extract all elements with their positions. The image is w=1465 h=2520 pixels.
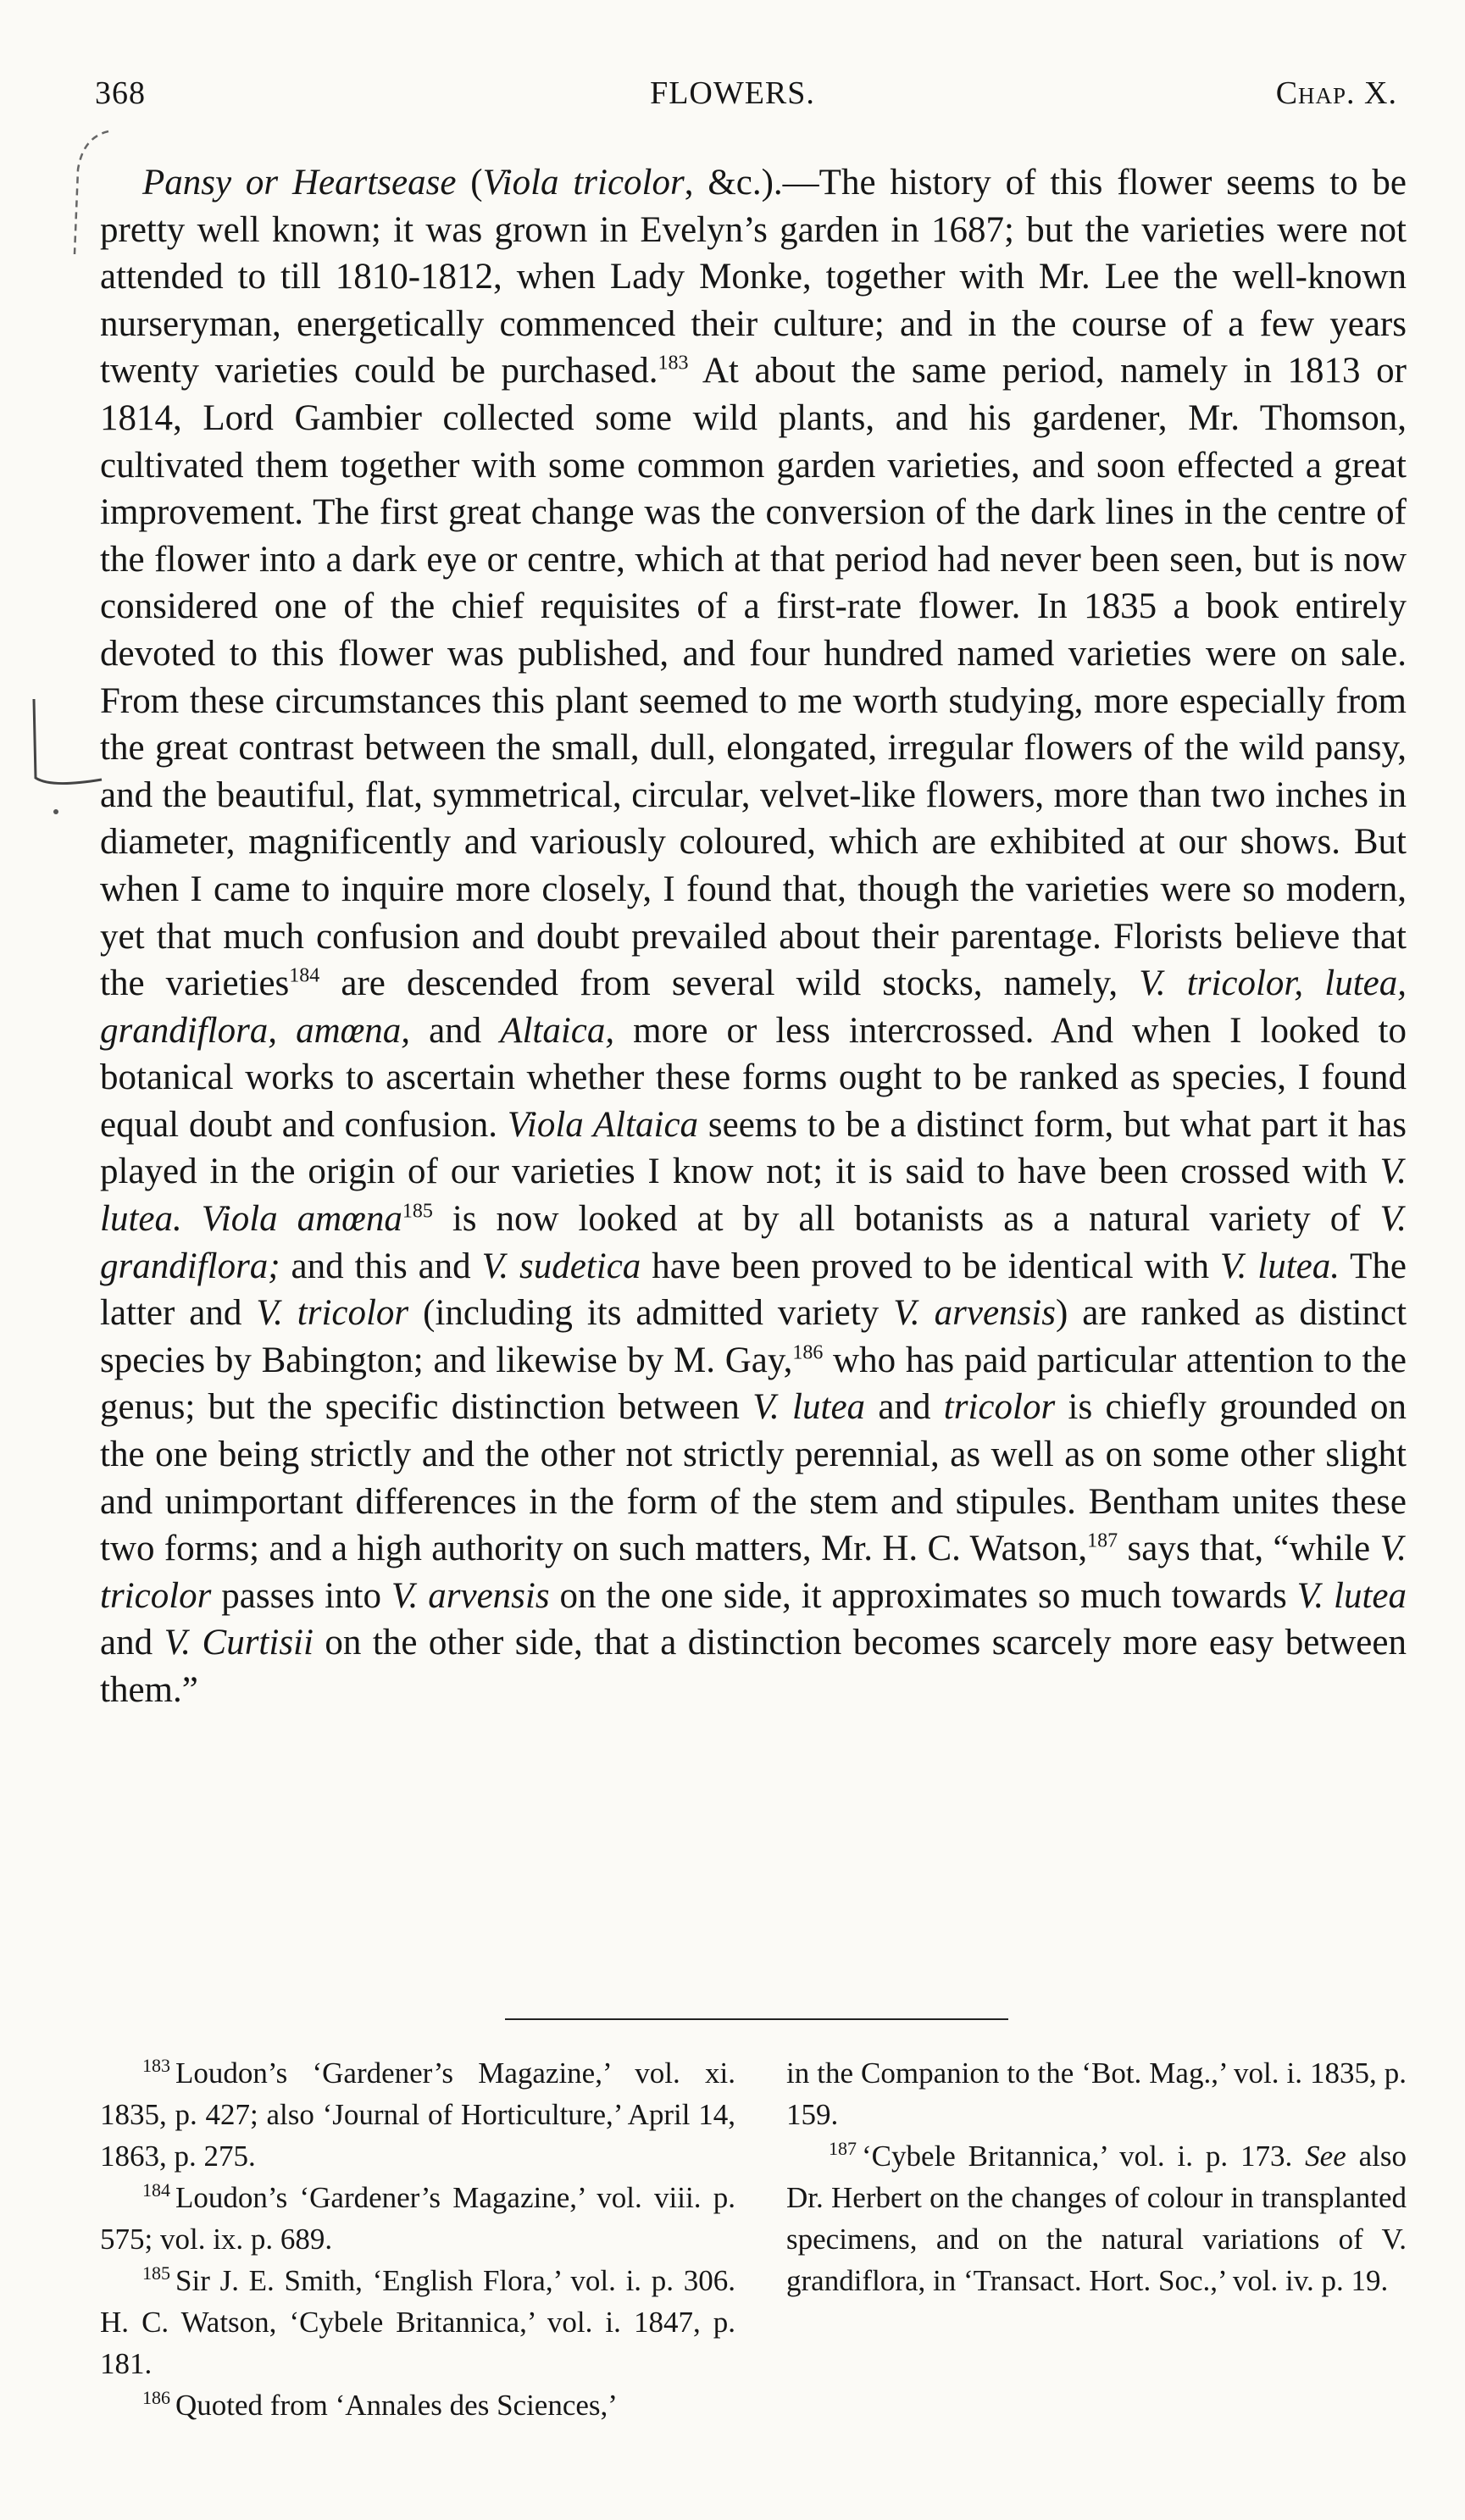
- footnote-185: $^{185}$ Sir J. E. Smith, ‘English Flora,’ vol. i. p. 306. H. C. Watson, ‘Cybele Britannica,’ vol. i. 1847, p. 181.: [100, 2262, 735, 2380]
- footnote-184: $^{184}$ Loudon’s ‘Gardener’s Magazine,’ vol. viii. p. 575; vol. ix. p. 689.: [100, 2179, 735, 2256]
- footnote-ref-187[interactable]: 187: [1087, 1529, 1118, 1552]
- footnote-ref-186[interactable]: 186: [792, 1341, 824, 1364]
- pencil-dot: [53, 809, 58, 814]
- footnote-186-continued: in the Companion to the ‘Bot. Mag.,’ vol. i. 1835, p. 159.: [786, 2057, 1407, 2131]
- page-number: 368: [95, 75, 146, 111]
- footnote-ref-183[interactable]: 183: [658, 352, 689, 375]
- footnote-ref-185[interactable]: 185: [402, 1200, 433, 1223]
- footnote-183: $^{183}$ Loudon’s ‘Gardener’s Magazine,’ vol. xi. 1835, p. 427; also ‘Journal of Horticulture,’ April 14, 1863, p. 275.: [100, 2055, 735, 2173]
- footnotes-left-column: [100, 2052, 735, 2426]
- footnote-ref-184[interactable]: 184: [289, 964, 320, 987]
- running-title: FLOWERS.: [650, 75, 815, 111]
- chapter-label: Chap. X.: [1275, 75, 1397, 111]
- footnote-187: $^{187}$ ‘Cybele Britannica,’ vol. i. p. 173. See also Dr. Herbert on the changes of colour in transplanted specimens, and on the natural variations of V. grandiflora, in ‘Transact. Hort. Soc.,’ vol. iv. p. 19.: [786, 2138, 1407, 2297]
- pencil-bracket-bottom: [34, 699, 102, 784]
- pansy-paragraph: Pansy or Heartsease (Viola tricolor, &c.).—The history of this flower seems to be pretty well known; it was grown in Evelyn’s garden in 1687; but the varieties were not attended to till 1810-1812, when Lady Monke, together with Mr. Lee the well-known nurseryman, energetically commenced their culture; and in the course of a few years twenty varieties could be purchased.$^{183}$ At about the same period, namely in 1813 or 1814, Lord Gambier collected some wild plants, and his gardener, Mr. Thomson, cultivated them together with some common garden varieties, and soon effected a great improvement. The first great change was the conversion of the dark lines in the centre of the flower into a dark eye or centre, which at that period had never been seen, but is now considered one of the chief requisites of a first-rate flower. In 1835 a book entirely devoted to this flower was published, and four hundred named varieties were on sale. From these circumstances this plant seemed to me worth studying, more especially from the great contrast between the small, dull, elongated, irregular flowers of the wild pansy, and the beautiful, flat, symmetrical, circular, velvet-like flowers, more than two inches in diameter, magnificently and variously coloured, which are exhibited at our shows. But when I came to inquire more closely, I found that, though the varieties were so modern, yet that much confusion and doubt prevailed about their parentage. Florists believe that the varieties$^{184}$ are descended from several wild stocks, namely, V. tricolor, lutea, grandiflora, amœna, and Altaica, more or less intercrossed. And when I looked to botanical works to ascertain whether these forms ought to be ranked as species, I found equal doubt and confusion. Viola Altaica seems to be a distinct form, but what part it has played in the origin of our varieties I know not; it is said to have been crossed with V. lutea. Viola amœna$^{185}$ is now looked at by all botanists as a natural variety of V. grandiflora; and this and V. sudetica have been proved to be identical with V. lutea. The latter and V. tricolor (including its admitted variety V. arvensis) are ranked as distinct species by Babington; and likewise by M. Gay,$^{186}$ who has paid particular attention to the genus; but the specific distinction between V. lutea and tricolor is chiefly grounded on the one being strictly and the other not strictly perennial, as well as on some other slight and unimportant differences in the form of the stem and stipules. Bentham unites these two forms; and a high authority on such matters, Mr. H. C. Watson,$^{187}$ says that, “while V. tricolor passes into V. arvensis on the one side, it approximates so much towards V. lutea and V. Curtisii on the other side, that a distinction becomes scarcely more easy between them.”: [100, 163, 1407, 1710]
- footnotes-right-column: [786, 2052, 1407, 2301]
- footnote-divider: [505, 2018, 1008, 2020]
- footnote-186: $^{186}$ Quoted from ‘Annales des Sciences,’: [142, 2387, 618, 2422]
- lead-title: Pansy or Heartsease: [142, 163, 457, 203]
- main-text: [100, 159, 1407, 1714]
